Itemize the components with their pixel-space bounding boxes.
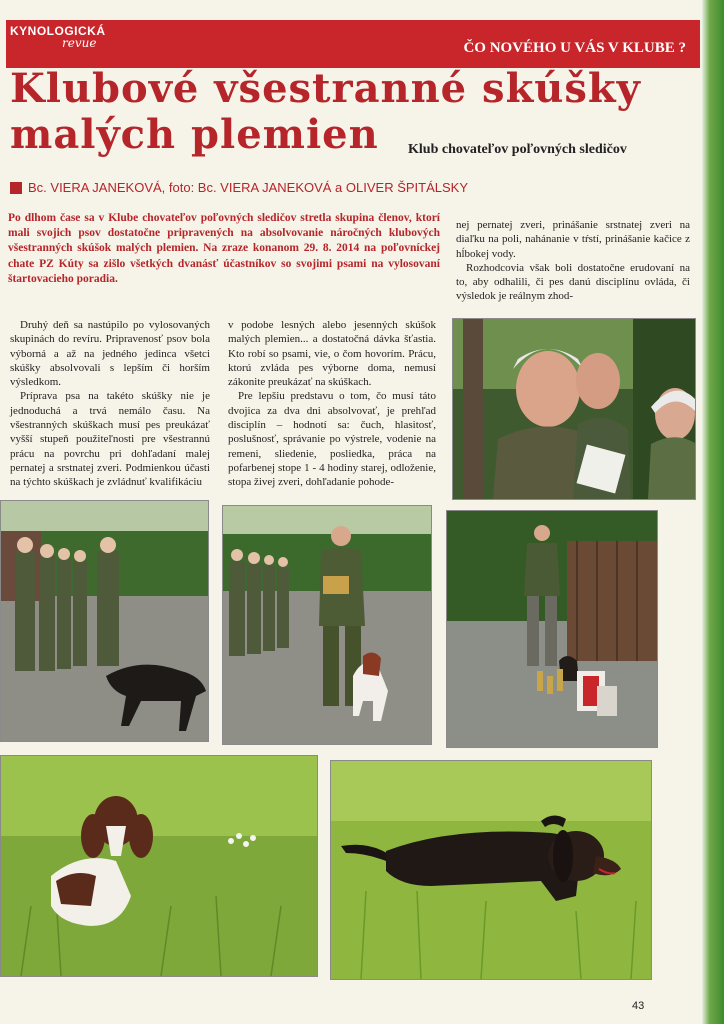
page-number: 43	[632, 1000, 645, 1012]
handler-image	[223, 506, 431, 744]
text-column-right-top	[456, 218, 690, 304]
page-edge-stripe	[702, 0, 724, 1024]
lead-paragraph: Po dlhom čase sa v Klube chovateľov poľovných sledičov stretla skupina členov, ktorí mali svojich psov dostatočne pripravených na absolvovanie náročných klubových všestranných skúšok malých plemien. Na zraze konanom 29. 8. 2014 na poľovníckej chate PZ Kúty sa zišlo všetkých dvanásť účastníkov so svojimi psami na vylosovaní štartovacieho poradia.	[8, 212, 440, 285]
photo-dark-dog-grass	[330, 760, 652, 980]
paragraph: Príprava psa na takéto skúšky nie je jednoduchá a trvá nemálo času. Na všestranných skúškach musí pes preukázať vyšší stupeň použiteľnosti pre všestrannú prácu na povrchu pri dohľadaní malej pernatej a srstnatej zveri. Podmienkou účasti na týchto skúškach je zvládnuť kvalifikáciu	[10, 390, 210, 489]
paragraph: Rozhodcovia však boli dostatočne erudovaní na to, aby odhalili, či pes danú disciplínu ovláda, či výsledok je reálnym zhod-	[456, 261, 690, 303]
article-subtitle: Klub chovateľov poľovných sledičov	[408, 142, 627, 157]
text-column-1	[10, 318, 210, 490]
photo-trophies	[446, 510, 658, 748]
section-title: ČO NOVÉHO U VÁS V KLUBE ?	[463, 40, 686, 56]
paragraph: v podobe lesných alebo jesenných skúšok malých plemien... a dostatočná dávka šťastia. Kto robí so psami, vie, o čom hovorím. Prácu, ktorú zvláda pes výborne doma, nemusí zákonite preukázať na skúškach.	[228, 319, 436, 389]
logo-line-2: revue	[62, 36, 97, 50]
magazine-logo	[10, 24, 120, 54]
trophies-image	[447, 511, 657, 747]
byline-text: Bc. VIERA JANEKOVÁ, foto: Bc. VIERA JANEKOVÁ a OLIVER ŠPITÁLSKY	[28, 180, 469, 195]
byline-square-icon	[10, 182, 22, 194]
photo-group-dog-black	[0, 500, 209, 742]
photo-spaniel-running	[0, 755, 318, 977]
photo-handler-dog-spaniel	[222, 505, 432, 745]
photo-judges	[452, 318, 696, 500]
text-column-2	[228, 318, 436, 490]
group-image	[1, 501, 208, 741]
spaniel-image	[1, 756, 317, 976]
logo-line-1: KYNOLOGICKÁ	[10, 24, 106, 38]
article-title: Klubové všestranné skúšky malých plemien	[10, 65, 641, 158]
paragraph: nej pernatej zveri, prinášanie srstnatej zveri na diaľku na poli, nahánanie v tŕstí, prinášanie kačice z hĺbokej vody.	[456, 219, 690, 260]
paragraph: Pre lepšiu predstavu o tom, čo musí táto dvojica za dva dni absolvovať, je prehľad disciplín – hodnotí sa: čuch, hlasitosť, poslušnosť, správanie po výstrele, vodenie na remeni, sliedenie, posliedka, práca na pofarbenej stope 1 - 4 hodiny starej, odloženie, stopa živej zveri, dohľadanie pohode-	[228, 390, 436, 489]
paragraph: Druhý deň sa nastúpilo po vylosovaných skupinách do revíru. Pripravenosť psov bola výborná a až na jedného jedinca všetci skúšky absolvovali s lepším či horším výsledkom.	[10, 319, 210, 389]
judges-image	[453, 319, 695, 499]
byline	[10, 180, 468, 195]
dark-dog-image	[331, 761, 651, 979]
